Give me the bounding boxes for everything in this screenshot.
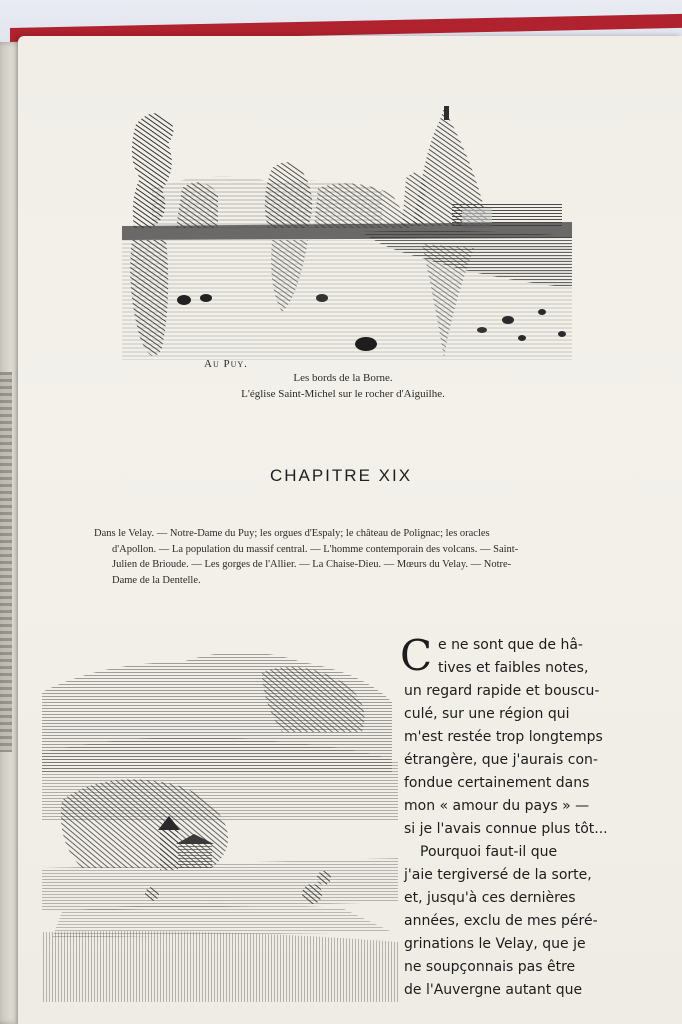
chapter-summary-line: Dans le Velay. — Notre-Dame du Puy; les orgues d'Espaly; le château de Polignac; les oracles xyxy=(94,528,490,539)
body-line: fondue certainement dans xyxy=(404,775,590,791)
body-line: de l'Auvergne autant que xyxy=(404,982,583,998)
book-page xyxy=(18,36,682,1024)
body-line: j'aie tergiversé de la sorte, xyxy=(404,867,592,883)
body-line: mon « amour du pays » — xyxy=(404,798,590,814)
body-line: étrangère, que j'aurais con- xyxy=(404,752,598,768)
chapter-summary-line: Julien de Brioude. — Les gorges de l'Allier. — La Chaise-Dieu. — Mœurs du Velay. — Notre- xyxy=(112,559,512,570)
chapter-summary-line: d'Apollon. — La population du massif central. — L'homme contemporain des volcans. — Saint- xyxy=(112,543,519,555)
body-line: grinations le Velay, que je xyxy=(404,936,586,952)
left-page-engraving-fragment xyxy=(0,372,12,752)
body-line: e ne sont que de hâ- xyxy=(438,637,583,653)
body-line: Pourquoi faut-il que xyxy=(420,844,558,860)
illustration-place-label: Au Puy. xyxy=(204,358,248,370)
drop-cap-letter: C xyxy=(400,631,433,680)
illustration-caption-line-1: Les bords de la Borne. xyxy=(293,372,393,384)
body-line: tives et faibles notes, xyxy=(438,660,589,676)
illustration-caption-line-2: L'église Saint-Michel sur le rocher d'Aiguilhe. xyxy=(241,388,445,400)
body-line: années, exclu de mes péré- xyxy=(404,913,598,929)
body-line: m'est restée trop longtemps xyxy=(404,729,603,745)
chapter-summary-line: Dame de la Dentelle. xyxy=(112,574,201,586)
chapter-summary xyxy=(94,526,594,588)
body-line: un regard rapide et bouscu- xyxy=(404,683,600,699)
body-line: et, jusqu'à ces dernières xyxy=(404,890,576,906)
engraving-le-puy-river xyxy=(122,98,572,394)
chapter-title: CHAPITRE XIX xyxy=(269,466,413,485)
body-line: ne soupçonnais pas être xyxy=(404,959,576,975)
body-line: culé, sur une région qui xyxy=(404,706,570,722)
engraving-velay-landscape xyxy=(42,632,398,1002)
body-line: si je l'avais connue plus tôt... xyxy=(404,821,608,837)
chapter-body-text xyxy=(400,631,616,1002)
